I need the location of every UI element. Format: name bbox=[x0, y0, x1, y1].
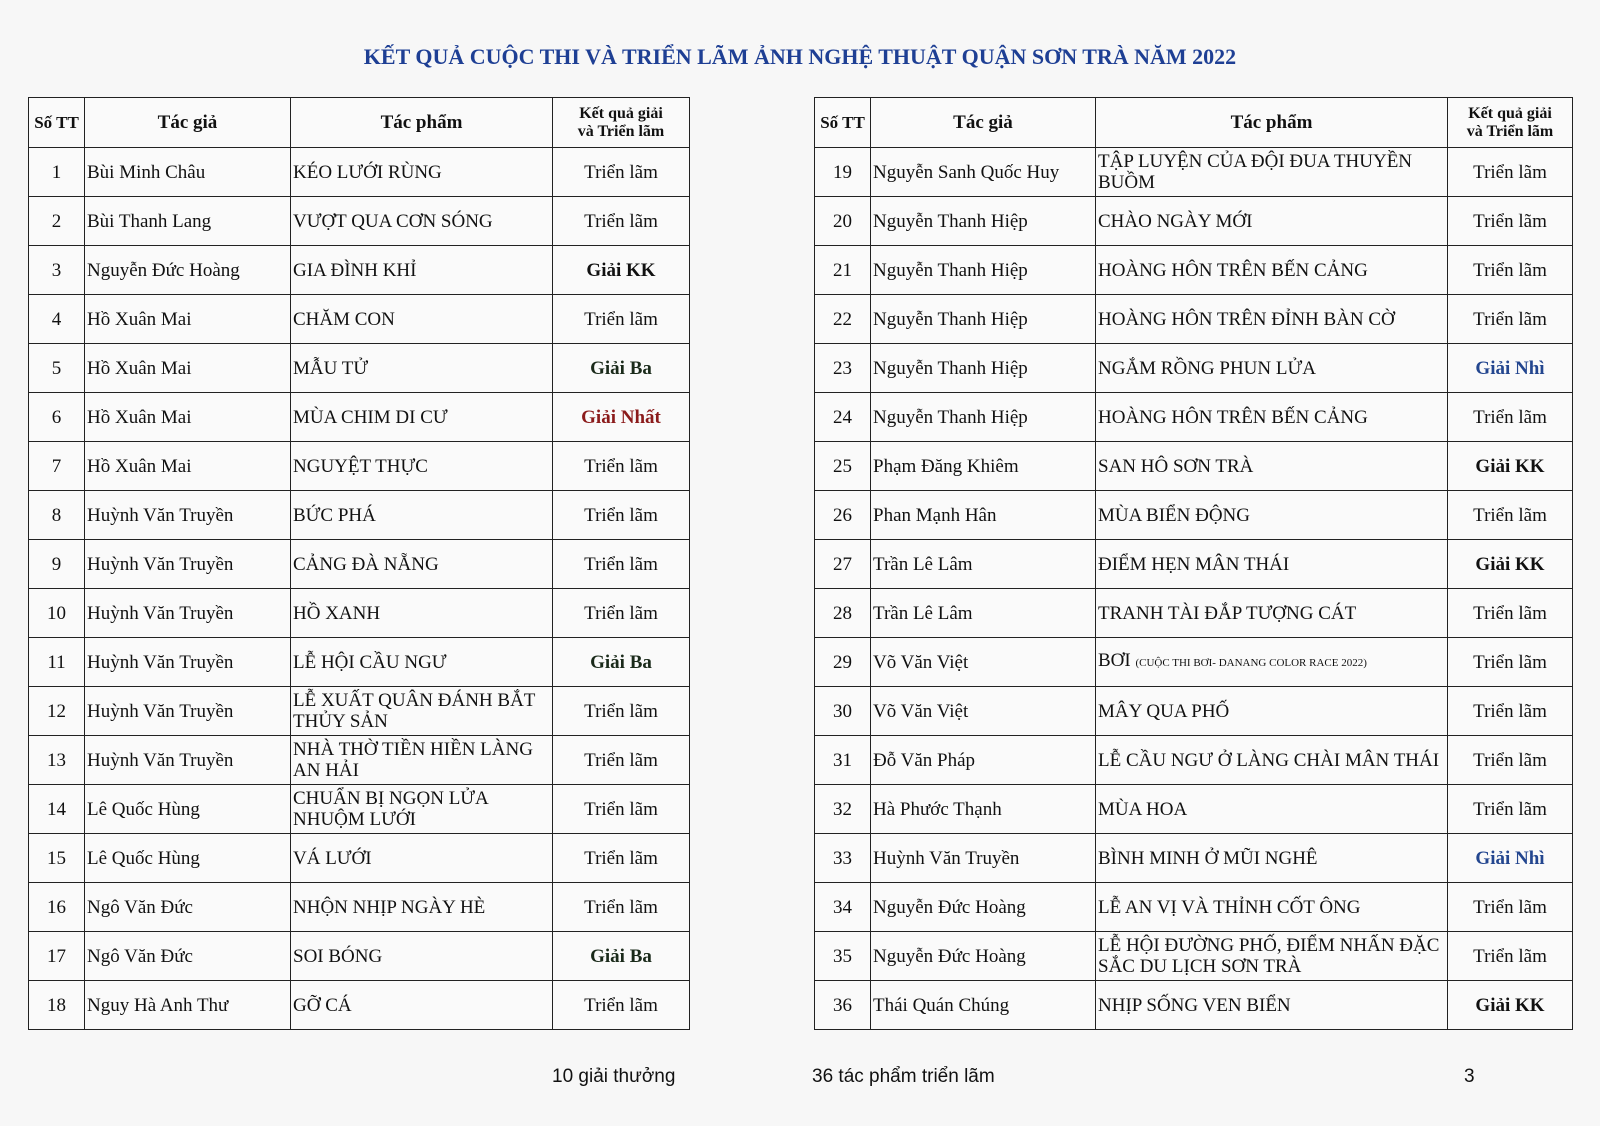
work-cell bbox=[1096, 344, 1448, 393]
author-cell: Hồ Xuân Mai bbox=[85, 393, 291, 442]
result-cell bbox=[553, 295, 690, 344]
result-label: Triển lãm bbox=[1473, 406, 1547, 428]
work-title: NHỊP SỐNG VEN BIỂN bbox=[1098, 994, 1291, 1016]
row-number: 19 bbox=[815, 148, 871, 197]
awards-count: 10 giải thưởng bbox=[552, 1066, 676, 1087]
work-cell bbox=[291, 197, 553, 246]
result-label: Triển lãm bbox=[1473, 798, 1547, 820]
page-number: 3 bbox=[1464, 1066, 1475, 1087]
result-cell bbox=[553, 442, 690, 491]
work-cell bbox=[291, 736, 553, 785]
work-cell bbox=[1096, 148, 1448, 197]
result-label: Giải Nhất bbox=[581, 406, 661, 428]
result-label: Triển lãm bbox=[1473, 504, 1547, 526]
result-label: Triển lãm bbox=[584, 553, 658, 575]
work-title: NGUYỆT THỰC bbox=[293, 455, 428, 477]
work-title: LỄ XUẤT QUÂN ĐÁNH BẮT THỦY SẢN bbox=[293, 690, 536, 732]
author-cell: Trần Lê Lâm bbox=[871, 540, 1096, 589]
result-label: Triển lãm bbox=[584, 847, 658, 869]
table-row bbox=[815, 344, 1573, 393]
work-title: VƯỢT QUA CƠN SÓNG bbox=[293, 210, 493, 232]
result-label: Triển lãm bbox=[584, 455, 658, 477]
work-title: LỄ CẦU NGƯ Ở LÀNG CHÀI MÂN THÁI bbox=[1098, 749, 1440, 771]
row-number: 24 bbox=[815, 393, 871, 442]
row-number: 7 bbox=[29, 442, 85, 491]
result-label: Triển lãm bbox=[584, 210, 658, 232]
work-title: GIA ĐÌNH KHỈ bbox=[293, 259, 417, 281]
result-cell bbox=[1448, 883, 1573, 932]
table-row bbox=[29, 246, 690, 295]
header-work: Tác phẩm bbox=[1096, 98, 1448, 148]
work-title: TRANH TÀI ĐẮP TƯỢNG CÁT bbox=[1098, 602, 1357, 624]
table-row bbox=[815, 246, 1573, 295]
work-title: HOÀNG HÔN TRÊN BẾN CẢNG bbox=[1098, 259, 1368, 281]
work-title: ĐIỂM HẸN MÂN THÁI bbox=[1098, 553, 1290, 575]
row-number: 3 bbox=[29, 246, 85, 295]
result-label: Giải Nhì bbox=[1475, 847, 1545, 869]
work-cell bbox=[291, 981, 553, 1030]
results-body-left bbox=[29, 148, 690, 1030]
result-label: Triển lãm bbox=[1473, 161, 1547, 183]
table-row bbox=[29, 687, 690, 736]
result-label: Triển lãm bbox=[1473, 210, 1547, 232]
result-cell bbox=[553, 687, 690, 736]
row-number: 25 bbox=[815, 442, 871, 491]
table-row bbox=[29, 295, 690, 344]
author-cell: Ngô Văn Đức bbox=[85, 932, 291, 981]
author-cell: Lê Quốc Hùng bbox=[85, 785, 291, 834]
header-no: Số TT bbox=[815, 98, 871, 148]
row-number: 8 bbox=[29, 491, 85, 540]
result-cell bbox=[1448, 148, 1573, 197]
work-cell bbox=[291, 491, 553, 540]
result-cell bbox=[553, 491, 690, 540]
table-row bbox=[29, 981, 690, 1030]
header-author: Tác giả bbox=[85, 98, 291, 148]
work-title: MÙA HOA bbox=[1098, 798, 1188, 820]
work-title: SAN HÔ SƠN TRÀ bbox=[1098, 455, 1254, 477]
result-label: Triển lãm bbox=[584, 749, 658, 771]
row-number: 36 bbox=[815, 981, 871, 1030]
table-row bbox=[815, 295, 1573, 344]
row-number: 5 bbox=[29, 344, 85, 393]
work-cell bbox=[291, 148, 553, 197]
table-row bbox=[815, 589, 1573, 638]
result-label: Triển lãm bbox=[1473, 308, 1547, 330]
author-cell: Huỳnh Văn Truyền bbox=[85, 540, 291, 589]
row-number: 31 bbox=[815, 736, 871, 785]
author-cell: Nguyễn Đức Hoàng bbox=[85, 246, 291, 295]
header-result-line1: Kết quả giải bbox=[579, 104, 663, 122]
work-cell bbox=[291, 589, 553, 638]
author-cell: Ngô Văn Đức bbox=[85, 883, 291, 932]
work-cell bbox=[1096, 197, 1448, 246]
result-cell bbox=[553, 589, 690, 638]
result-cell bbox=[1448, 491, 1573, 540]
table-row bbox=[815, 785, 1573, 834]
work-cell bbox=[1096, 932, 1448, 981]
result-cell bbox=[1448, 981, 1573, 1030]
table-row bbox=[815, 932, 1573, 981]
author-cell: Nguyễn Thanh Hiệp bbox=[871, 197, 1096, 246]
table-row bbox=[815, 687, 1573, 736]
table-row bbox=[815, 540, 1573, 589]
table-row bbox=[29, 344, 690, 393]
row-number: 33 bbox=[815, 834, 871, 883]
row-number: 35 bbox=[815, 932, 871, 981]
result-label: Giải Ba bbox=[590, 357, 652, 379]
author-cell: Nguyễn Thanh Hiệp bbox=[871, 393, 1096, 442]
table-row bbox=[815, 148, 1573, 197]
table-row bbox=[815, 883, 1573, 932]
table-row bbox=[29, 393, 690, 442]
work-title: NHỘN NHỊP NGÀY HÈ bbox=[293, 896, 486, 918]
header-result-line1: Kết quả giải bbox=[1468, 104, 1552, 122]
work-cell bbox=[1096, 246, 1448, 295]
work-cell bbox=[1096, 540, 1448, 589]
table-row bbox=[29, 932, 690, 981]
work-title: BÌNH MINH Ở MŨI NGHÊ bbox=[1098, 847, 1318, 869]
result-cell bbox=[1448, 344, 1573, 393]
table-row bbox=[29, 491, 690, 540]
work-title: HỒ XANH bbox=[293, 602, 381, 624]
author-cell: Bùi Thanh Lang bbox=[85, 197, 291, 246]
table-row bbox=[29, 883, 690, 932]
result-cell bbox=[1448, 834, 1573, 883]
work-cell bbox=[291, 638, 553, 687]
work-cell bbox=[291, 834, 553, 883]
result-label: Triển lãm bbox=[584, 896, 658, 918]
result-label: Triển lãm bbox=[584, 798, 658, 820]
result-label: Triển lãm bbox=[1473, 651, 1547, 673]
work-cell bbox=[1096, 589, 1448, 638]
row-number: 21 bbox=[815, 246, 871, 295]
work-cell bbox=[1096, 687, 1448, 736]
table-row bbox=[815, 197, 1573, 246]
result-label: Giải Nhì bbox=[1475, 357, 1545, 379]
result-cell bbox=[1448, 932, 1573, 981]
row-number: 27 bbox=[815, 540, 871, 589]
result-label: Giải KK bbox=[586, 259, 656, 281]
result-label: Triển lãm bbox=[1473, 896, 1547, 918]
author-cell: Nguyễn Sanh Quốc Huy bbox=[871, 148, 1096, 197]
work-note: (CUỘC THI BƠI- DANANG COLOR RACE 2022) bbox=[1135, 657, 1367, 669]
result-cell bbox=[553, 932, 690, 981]
work-cell bbox=[291, 344, 553, 393]
result-cell bbox=[553, 393, 690, 442]
work-title: NHÀ THỜ TIỀN HIỀN LÀNG AN HẢI bbox=[293, 739, 533, 781]
result-label: Triển lãm bbox=[1473, 749, 1547, 771]
work-cell bbox=[1096, 834, 1448, 883]
table-row bbox=[29, 785, 690, 834]
work-title: VÁ LƯỚI bbox=[293, 847, 372, 869]
result-cell bbox=[1448, 295, 1573, 344]
author-cell: Huỳnh Văn Truyền bbox=[85, 736, 291, 785]
author-cell: Huỳnh Văn Truyền bbox=[85, 687, 291, 736]
row-number: 10 bbox=[29, 589, 85, 638]
result-cell bbox=[553, 736, 690, 785]
work-cell bbox=[291, 442, 553, 491]
result-cell bbox=[1448, 589, 1573, 638]
result-label: Giải Ba bbox=[590, 651, 652, 673]
result-cell bbox=[553, 246, 690, 295]
result-cell bbox=[553, 834, 690, 883]
header-result-line2: và Triển lãm bbox=[577, 122, 665, 140]
table-row bbox=[815, 981, 1573, 1030]
author-cell: Võ Văn Việt bbox=[871, 638, 1096, 687]
table-row bbox=[29, 638, 690, 687]
table-row bbox=[815, 393, 1573, 442]
row-number: 34 bbox=[815, 883, 871, 932]
author-cell: Trần Lê Lâm bbox=[871, 589, 1096, 638]
result-cell bbox=[553, 883, 690, 932]
author-cell: Hồ Xuân Mai bbox=[85, 442, 291, 491]
table-row bbox=[815, 442, 1573, 491]
result-label: Giải KK bbox=[1475, 553, 1545, 575]
work-cell bbox=[1096, 295, 1448, 344]
row-number: 28 bbox=[815, 589, 871, 638]
result-cell bbox=[1448, 687, 1573, 736]
result-label: Triển lãm bbox=[584, 994, 658, 1016]
work-cell bbox=[291, 540, 553, 589]
table-row bbox=[29, 540, 690, 589]
work-title: MÙA BIỂN ĐỘNG bbox=[1098, 504, 1250, 526]
work-title: NGẮM RỒNG PHUN LỬA bbox=[1098, 357, 1316, 379]
result-cell bbox=[1448, 246, 1573, 295]
work-title: KÉO LƯỚI RÙNG bbox=[293, 161, 442, 183]
row-number: 17 bbox=[29, 932, 85, 981]
result-cell bbox=[553, 148, 690, 197]
author-cell: Huỳnh Văn Truyền bbox=[85, 638, 291, 687]
result-cell bbox=[553, 344, 690, 393]
row-number: 6 bbox=[29, 393, 85, 442]
result-label: Triển lãm bbox=[584, 308, 658, 330]
work-cell bbox=[291, 932, 553, 981]
work-title: CẢNG ĐÀ NẴNG bbox=[293, 553, 439, 575]
result-label: Triển lãm bbox=[584, 504, 658, 526]
work-title: LỄ HỘI ĐƯỜNG PHỐ, ĐIỂM NHẤN ĐẶC SẮC DU LỊCH SƠN TRÀ bbox=[1098, 935, 1440, 977]
row-number: 2 bbox=[29, 197, 85, 246]
author-cell: Nguy Hà Anh Thư bbox=[85, 981, 291, 1030]
header-result bbox=[1448, 98, 1573, 148]
work-cell bbox=[1096, 442, 1448, 491]
table-row bbox=[29, 736, 690, 785]
work-title: BỨC PHÁ bbox=[293, 504, 376, 526]
author-cell: Hồ Xuân Mai bbox=[85, 295, 291, 344]
author-cell: Đỗ Văn Pháp bbox=[871, 736, 1096, 785]
result-cell bbox=[1448, 736, 1573, 785]
result-cell bbox=[1448, 197, 1573, 246]
author-cell: Nguyễn Thanh Hiệp bbox=[871, 246, 1096, 295]
result-label: Triển lãm bbox=[1473, 259, 1547, 281]
work-cell bbox=[1096, 638, 1448, 687]
table-row bbox=[29, 442, 690, 491]
author-cell: Hà Phước Thạnh bbox=[871, 785, 1096, 834]
header-result bbox=[553, 98, 690, 148]
author-cell: Nguyễn Thanh Hiệp bbox=[871, 295, 1096, 344]
work-title: LỄ AN VỊ VÀ THỈNH CỐT ÔNG bbox=[1098, 896, 1361, 918]
row-number: 15 bbox=[29, 834, 85, 883]
work-title: HOÀNG HÔN TRÊN BẾN CẢNG bbox=[1098, 406, 1368, 428]
work-title: HOÀNG HÔN TRÊN ĐỈNH BÀN CỜ bbox=[1098, 308, 1395, 330]
author-cell: Hồ Xuân Mai bbox=[85, 344, 291, 393]
result-label: Triển lãm bbox=[584, 161, 658, 183]
author-cell: Huỳnh Văn Truyền bbox=[871, 834, 1096, 883]
result-cell bbox=[1448, 638, 1573, 687]
result-cell bbox=[553, 638, 690, 687]
author-cell: Võ Văn Việt bbox=[871, 687, 1096, 736]
table-row bbox=[29, 197, 690, 246]
author-cell: Phan Mạnh Hân bbox=[871, 491, 1096, 540]
header-result-line2: và Triển lãm bbox=[1466, 122, 1554, 140]
author-cell: Bùi Minh Châu bbox=[85, 148, 291, 197]
table-header-row bbox=[815, 98, 1573, 148]
work-cell bbox=[291, 687, 553, 736]
work-title: CHÀO NGÀY MỚI bbox=[1098, 210, 1253, 232]
work-cell bbox=[1096, 883, 1448, 932]
work-title: MÂY QUA PHỐ bbox=[1098, 700, 1230, 722]
row-number: 9 bbox=[29, 540, 85, 589]
work-cell bbox=[1096, 785, 1448, 834]
work-title: SOI BÓNG bbox=[293, 945, 383, 967]
row-number: 22 bbox=[815, 295, 871, 344]
header-no: Số TT bbox=[29, 98, 85, 148]
result-cell bbox=[1448, 540, 1573, 589]
author-cell: Phạm Đăng Khiêm bbox=[871, 442, 1096, 491]
row-number: 11 bbox=[29, 638, 85, 687]
row-number: 26 bbox=[815, 491, 871, 540]
work-title: TẬP LUYỆN CỦA ĐỘI ĐUA THUYỀN BUỒM bbox=[1098, 151, 1413, 193]
table-row bbox=[815, 638, 1573, 687]
result-label: Triển lãm bbox=[1473, 945, 1547, 967]
row-number: 16 bbox=[29, 883, 85, 932]
work-cell bbox=[1096, 491, 1448, 540]
author-cell: Thái Quán Chúng bbox=[871, 981, 1096, 1030]
row-number: 12 bbox=[29, 687, 85, 736]
author-cell: Lê Quốc Hùng bbox=[85, 834, 291, 883]
work-cell bbox=[291, 883, 553, 932]
work-cell bbox=[291, 785, 553, 834]
result-label: Giải Ba bbox=[590, 945, 652, 967]
exhibits-count: 36 tác phẩm triển lãm bbox=[812, 1066, 995, 1087]
row-number: 30 bbox=[815, 687, 871, 736]
result-cell bbox=[1448, 393, 1573, 442]
result-label: Triển lãm bbox=[584, 700, 658, 722]
result-label: Triển lãm bbox=[1473, 602, 1547, 624]
result-label: Giải KK bbox=[1475, 455, 1545, 477]
row-number: 23 bbox=[815, 344, 871, 393]
table-row bbox=[29, 834, 690, 883]
author-cell: Huỳnh Văn Truyền bbox=[85, 589, 291, 638]
row-number: 1 bbox=[29, 148, 85, 197]
work-cell bbox=[1096, 393, 1448, 442]
work-title: BƠI bbox=[1098, 650, 1131, 671]
work-title: GỠ CÁ bbox=[293, 994, 352, 1016]
row-number: 20 bbox=[815, 197, 871, 246]
table-row bbox=[815, 736, 1573, 785]
work-title: MÙA CHIM DI CƯ bbox=[293, 406, 448, 428]
result-cell bbox=[1448, 785, 1573, 834]
header-work: Tác phẩm bbox=[291, 98, 553, 148]
work-title: LỄ HỘI CẦU NGƯ bbox=[293, 651, 447, 673]
header-author: Tác giả bbox=[871, 98, 1096, 148]
author-cell: Huỳnh Văn Truyền bbox=[85, 491, 291, 540]
result-cell bbox=[553, 981, 690, 1030]
page-title: KẾT QUẢ CUỘC THI VÀ TRIỂN LÃM ẢNH NGHỆ THUẬT QUẬN SƠN TRÀ NĂM 2022 bbox=[363, 44, 1237, 69]
result-label: Triển lãm bbox=[1473, 700, 1547, 722]
table-row bbox=[815, 834, 1573, 883]
row-number: 4 bbox=[29, 295, 85, 344]
row-number: 18 bbox=[29, 981, 85, 1030]
work-cell bbox=[1096, 736, 1448, 785]
result-cell bbox=[553, 540, 690, 589]
row-number: 29 bbox=[815, 638, 871, 687]
row-number: 13 bbox=[29, 736, 85, 785]
result-label: Giải KK bbox=[1475, 994, 1545, 1016]
work-cell bbox=[1096, 981, 1448, 1030]
result-label: Triển lãm bbox=[584, 602, 658, 624]
table-row bbox=[29, 589, 690, 638]
author-cell: Nguyễn Đức Hoàng bbox=[871, 932, 1096, 981]
result-cell bbox=[553, 785, 690, 834]
result-cell bbox=[553, 197, 690, 246]
table-row bbox=[29, 148, 690, 197]
work-cell bbox=[291, 393, 553, 442]
row-number: 32 bbox=[815, 785, 871, 834]
author-cell: Nguyễn Thanh Hiệp bbox=[871, 344, 1096, 393]
results-table-left bbox=[28, 97, 690, 1030]
work-title: CHĂM CON bbox=[293, 308, 395, 330]
work-cell bbox=[291, 246, 553, 295]
table-row bbox=[815, 491, 1573, 540]
results-body-right bbox=[815, 148, 1573, 1030]
table-header-row bbox=[29, 98, 690, 148]
work-title: MẪU TỬ bbox=[293, 357, 369, 379]
work-title: CHUẨN BỊ NGỌN LỬA NHUỘM LƯỚI bbox=[293, 788, 488, 830]
work-cell bbox=[291, 295, 553, 344]
author-cell: Nguyễn Đức Hoàng bbox=[871, 883, 1096, 932]
results-table-right bbox=[814, 97, 1573, 1030]
result-cell bbox=[1448, 442, 1573, 491]
row-number: 14 bbox=[29, 785, 85, 834]
